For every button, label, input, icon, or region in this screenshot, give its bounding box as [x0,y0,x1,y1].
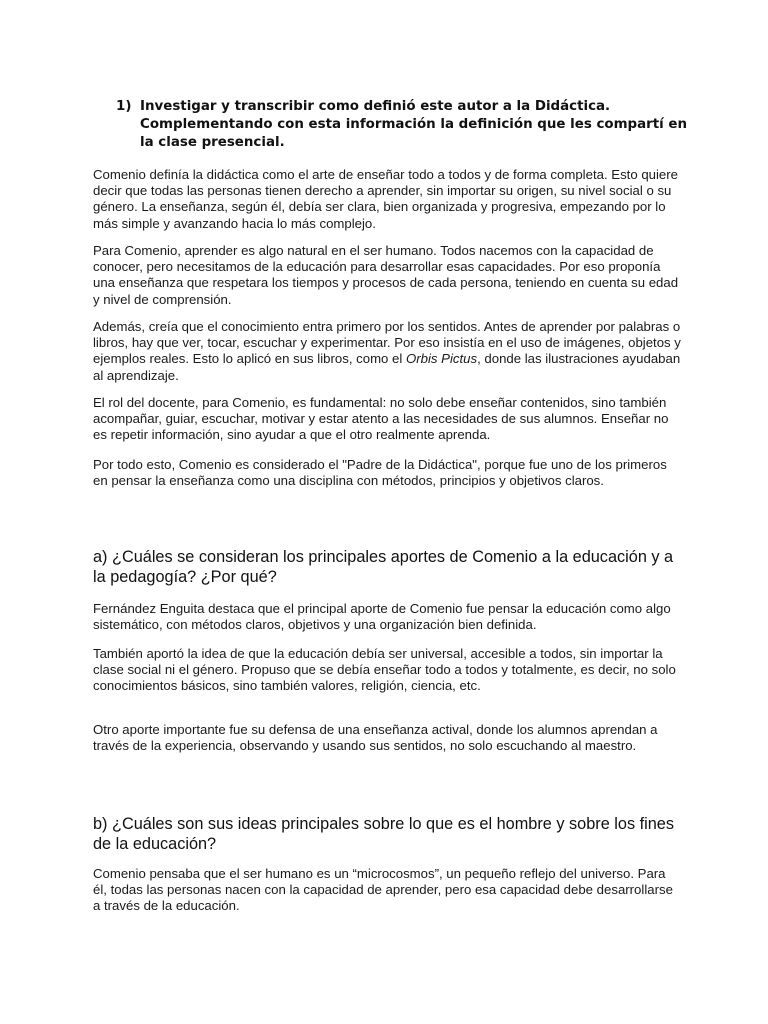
section-1-paragraph-5: Por todo esto, Comenio es considerado el "Padre de la Didáctica", porque fue uno de los primeros en pensar la enseñanza como una disciplina con métodos, principios y objetivos claros. [93,457,667,489]
question-a-paragraph-2: También aportó la idea de que la educación debía ser universal, accesible a todos, sin importar la clase social ni el género. Propuso que se debía enseñar todo a todos y totalmente, es decir, no solo conocimientos básicos, sino también valores, religión, ciencia, etc. [93,646,676,694]
question-a-title: a) ¿Cuáles se consideran los principales aportes de Comenio a la educación y a la pedagogía? ¿Por qué? [93,548,674,586]
section-1-paragraph-3 [93,319,683,384]
question-a-paragraph-3: Otro aporte importante fue su defensa de una enseñanza actival, donde los alumnos aprendan a través de la experiencia, observando y usando sus sentidos, no solo escuchando al maestro. [93,722,658,754]
section-1-paragraph-1: Comenio definía la didáctica como el arte de enseñar todo a todos y de forma completa. Esto quiere decir que todas las personas tienen derecho a aprender, sin importar su origen, su nivel social o su género. La enseñanza, según él, debía ser clara, bien organizada y progresiva, empezando por lo más simple y avanzando hacia lo más complejo. [93,167,678,231]
question-a-paragraph-1: Fernández Enguita destaca que el principal aporte de Comenio fue pensar la educación como algo sistemático, con métodos claros, objetivos y una organización bien definida. [93,601,671,633]
section-1-paragraph-3-text-b: , donde las ilustraciones ayudaban al aprendizaje. [93,351,681,383]
section-1-paragraph-4: El rol del docente, para Comenio, es fundamental: no solo debe enseñar contenidos, sino también acompañar, guiar, escuchar, motivar y estar atento a las necesidades de sus alumnos. Enseñar no es repetir información, sino ayudar a que el otro realmente aprenda. [93,395,669,443]
question-1-text: Investigar y transcribir como definió este autor a la Didáctica. Complementando con esta información la definición que les compartí en la clase presencial. [140,99,688,150]
question-b-title: b) ¿Cuáles son sus ideas principales sobre lo que es el hombre y sobre los fines de la educación? [93,815,674,853]
question-1-heading [116,98,696,152]
section-1-paragraph-2: Para Comenio, aprender es algo natural en el ser humano. Todos nacemos con la capacidad de conocer, pero necesitamos de la educación para desarrollar esas capacidades. Por eso proponía una enseñanza que respetara los tiempos y procesos de cada persona, teniendo en cuenta su edad y nivel de comprensión. [93,243,679,307]
section-1-paragraph-3-text-a: Además, creía que el conocimiento entra primero por los sentidos. Antes de aprender por palabras o libros, hay que ver, tocar, escuchar y experimentar. Por eso insistía en el uso de imágenes, objetos y ejemplos reales. Esto lo aplicó en sus libros, como el [93,319,681,367]
orbis-pictus-title: Orbis Pictus [405,351,478,367]
question-b-paragraph-1: Comenio pensaba que el ser humano es un “microcosmos”, un pequeño reflejo del universo. Para él, todas las personas nacen con la capacidad de aprender, pero esa capacidad debe desarrollarse a través de la educación. [93,866,673,914]
question-1-number: 1) [116,99,132,114]
